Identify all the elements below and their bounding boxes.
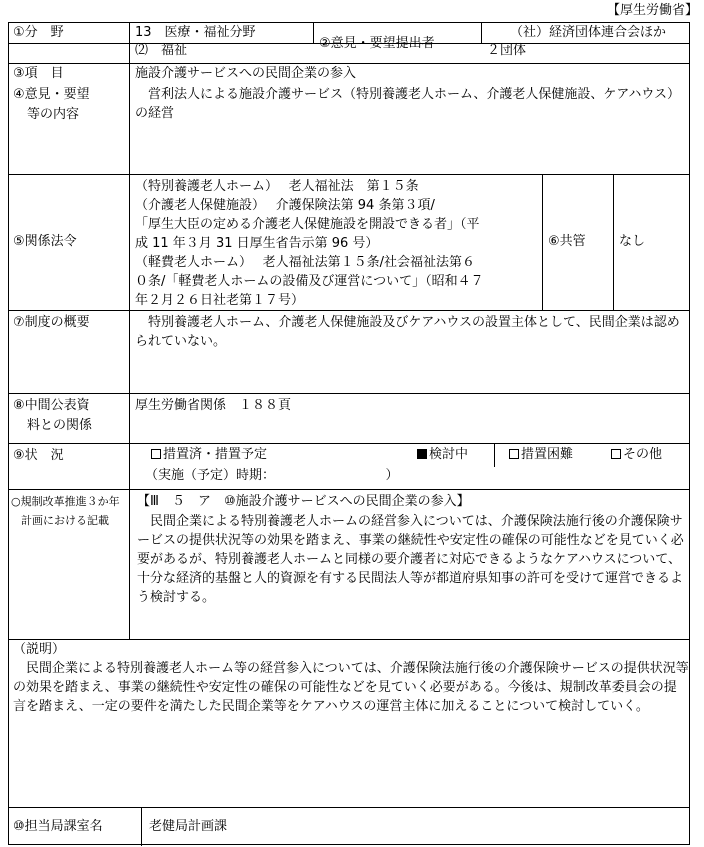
explanation-label: （説明） [13, 642, 66, 657]
column-divider [481, 23, 482, 43]
item-label: ③項 目 [13, 66, 64, 81]
status-option-implemented[interactable]: 措置済・措置予定 [151, 445, 351, 465]
overview-label: ⑦制度の概要 [13, 315, 90, 330]
row-divider [9, 393, 689, 394]
row-divider [9, 174, 689, 175]
submitter-value-line1: （社）経済団体連合会ほか [509, 25, 666, 40]
item-value: 施設介護サービスへの民間企業の参入 [135, 66, 357, 81]
checkbox-icon [151, 449, 161, 459]
column-divider [613, 174, 614, 310]
checkbox-icon [611, 449, 621, 459]
plan-text: 民間企業による特別養護老人ホームの経営参入については、介護保険法施行後の介護保険サービスの提供状況等の効果を踏まえ、事業の継続性や安定性の確保の可能性などを見ていく必要があるが、特別養護老人ホームと同様の要介護者に対応できるようなケアハウスについて、十分な経済的基盤と人的資源を有する民間法人等が都道府県知事の許可を受けて運営できるよう検討する。 [137, 514, 684, 605]
status-option-difficult[interactable]: 措置困難 [509, 445, 605, 465]
overview-text: 特別養護老人ホーム、介護老人保健施設及びケアハウスの設置主体として、民間企業は認められていない。 [135, 315, 680, 349]
laws-line: （軽費老人ホーム） 老人福祉法第１５条/社会福祉法第６ [135, 255, 476, 270]
laws-line: （特別養護老人ホーム） 老人福祉法 第１５条 [135, 179, 419, 194]
interim-label-line1: ⑧中間公表資 [13, 398, 90, 413]
laws-line: 「厚生大臣の定める介護老人保健施設を開設できる者」（平 [135, 217, 480, 232]
status-option-under-review[interactable]: 検討中 [417, 445, 493, 465]
column-divider [141, 807, 142, 846]
content-label-line1: ④意見・要望 [13, 87, 90, 102]
interim-label-line2: 料との関係 [27, 418, 93, 433]
content-text: 営利法人による施設介護サービス（特別養護老人ホーム、介護老人保健施設、ケアハウス）の経営 [135, 87, 680, 121]
field-value-line2: ⑵ 福祉 [135, 43, 188, 58]
laws-line: 成 11 年３月 31 日厚生省告示第 96 号） [135, 236, 379, 251]
content-label-line2: 等の内容 [27, 107, 80, 122]
column-divider [494, 443, 495, 467]
form-table [8, 22, 690, 845]
plan-heading: 【Ⅲ ５ ア ⑩施設介護サービスへの民間企業の参入】 [137, 494, 470, 509]
row-divider [9, 489, 689, 490]
plan-label-line1: ○規制改革推進３か年 [11, 495, 120, 508]
status-schedule: （実施（予定）時期： ） [145, 468, 399, 483]
field-label: ①分 野 [13, 25, 64, 40]
status-option-other[interactable]: その他 [611, 445, 689, 465]
laws-line: ０条/「軽費老人ホームの設備及び運営について」（昭和４７ [135, 274, 484, 289]
laws-label: ⑤関係法令 [13, 234, 77, 249]
ministry-label: 【厚生労働省】 [606, 3, 698, 18]
label-column-divider [129, 23, 130, 639]
division-value: 老健局計画課 [149, 819, 228, 834]
joint-value: なし [619, 234, 646, 249]
joint-label: ⑥共管 [548, 234, 586, 249]
interim-value: 厚生労働省関係 １８８頁 [135, 398, 292, 413]
laws-line: （介護老人保健施設） 介護保険法第 94 条第３項/ [135, 198, 435, 213]
column-divider [313, 23, 314, 43]
submitter-label: ②意見・要望提出者 [319, 36, 435, 51]
row-divider [9, 807, 689, 808]
laws-line: 年２月２６日社老第１７号） [135, 293, 305, 308]
column-divider [542, 174, 543, 310]
field-value-line1: 13 医療・福祉分野 [135, 25, 256, 40]
status-label: ⑨状 況 [13, 448, 64, 463]
row-divider [9, 443, 689, 444]
checkbox-icon [509, 449, 519, 459]
checkbox-checked-icon [417, 449, 427, 459]
plan-label-line2: 計画における記載 [21, 514, 109, 527]
explanation-text: 民間企業による特別養護老人ホーム等の経営参入については、介護保険法施行後の介護保険サービスの提供状況等の効果を踏まえ、事業の継続性や安定性の確保の可能性などを見ていく必要がある。今後は、規制改革委員会の提言を踏まえ、一定の要件を満たした民間企業等をケアハウスの運営主体に加えることについて検討していく。 [13, 661, 689, 714]
division-label: ⑩担当局課室名 [13, 819, 103, 834]
submitter-value-line2: ２団体 [487, 43, 527, 58]
